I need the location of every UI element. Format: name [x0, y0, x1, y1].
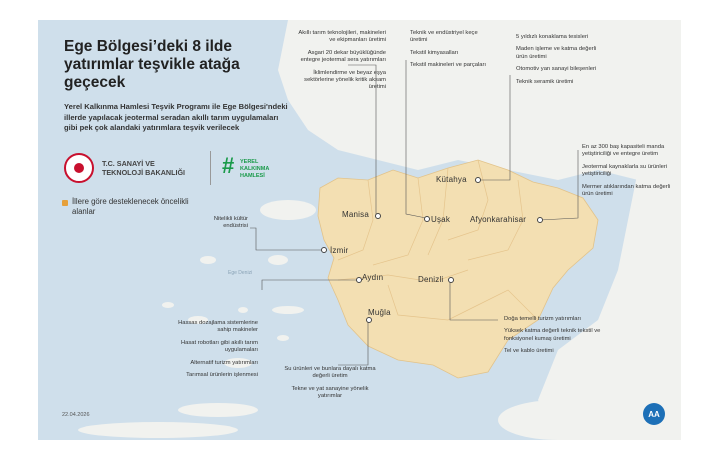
usak-item-2: Tekstil kimyasalları — [410, 49, 459, 56]
ministry-name: T.C. SANAYİ VE TEKNOLOJİ BAKANLIĞI — [102, 159, 186, 177]
city-aydin: Aydın — [362, 273, 384, 282]
aa-logo-text: AA — [648, 410, 660, 419]
infographic-frame — [38, 20, 681, 440]
kutahya-marker — [475, 177, 481, 183]
izmir-annotations — [188, 216, 248, 231]
usak-annotations — [410, 30, 490, 70]
aydin-item-2: Hasat robotları gibi akıllı tarım uygulamaları — [181, 339, 258, 354]
city-izmir: İzmir — [330, 246, 349, 255]
denizli-item-1: Doğa temelli turizm yatırımları — [504, 316, 581, 322]
leader-izmir — [250, 228, 323, 250]
mugla-item-2: Tekne ve yat sanayine yönelik yatırımlar — [291, 385, 369, 400]
afyon-item-3: Mermer atıklarından katma değerli ürün üretimi — [582, 183, 671, 198]
afyon-item-2: Jeotermal kaynaklarla su ürünleri yetiştiriciliği — [582, 163, 668, 178]
manisa-item-3: İklimlendirme ve beyaz eşya sektörlerine yönelik kritik aksam üretimi — [304, 69, 386, 91]
denizli-marker — [448, 277, 454, 283]
izmir-marker — [321, 247, 327, 253]
city-denizli: Denizli — [418, 275, 444, 284]
aydin-item-4: Tarımsal ürünlerin işlenmesi — [186, 372, 258, 379]
leader-denizli — [450, 280, 498, 320]
city-afyon: Afyonkarahisar — [470, 215, 527, 224]
denizli-item-2: Yüksek katma değerli teknik tekstil ve fonksiyonel kumaş üretimi — [504, 328, 601, 342]
manisa-item-1: Akıllı tarım teknolojileri, makineleri ve ekipmanları üretimi — [298, 30, 386, 44]
izmir-item-1: Nitelikli kültür endüstrisi — [213, 216, 248, 230]
usak-item-3: Tekstil makineleri ve parçaları — [410, 62, 487, 69]
aydin-item-1: Hassas dozajlama sistemlerine sahip makineler — [178, 320, 258, 334]
mugla-annotations — [280, 366, 380, 401]
publish-date: 22.04.2026 — [62, 412, 90, 418]
logo-hash: # — [222, 153, 235, 178]
logo-line-3: HAMLESİ — [240, 173, 265, 179]
logo-line-1: YEREL — [240, 159, 259, 165]
afyon-marker — [537, 217, 543, 223]
city-usak: Uşak — [431, 215, 451, 224]
leader-usak — [406, 60, 426, 218]
kutahya-annotations — [516, 34, 606, 86]
kutahya-item-3: Otomotiv yan sanayi bileşenleri — [516, 66, 597, 73]
city-mugla: Muğla — [368, 308, 391, 317]
usak-marker — [424, 216, 430, 222]
manisa-marker — [375, 213, 381, 219]
manisa-item-2: Asgari 20 dekar büyüklüğünde entegre jeotermal sera yatırımları — [300, 49, 386, 64]
afyon-annotations — [582, 144, 678, 198]
kutahya-item-4: Teknik seramik üretimi — [516, 78, 574, 85]
legend-label: İllere göre desteklenecek öncelikli alanlar — [72, 197, 189, 216]
denizli-item-3: Tel ve kablo üretimi — [504, 348, 554, 355]
lead-text: Yerel Kalkınma Hamlesi Teşvik Programı ile Ege Bölgesi'ndeki illerde yapılacak jeotermal seradan akıllı tarım uygulamaları gibi pek çok alandaki yatırımlara teşvik verilecek — [64, 102, 288, 133]
leader-mugla — [338, 320, 368, 365]
aydin-annotations — [172, 320, 258, 379]
leader-kutahya — [478, 75, 510, 180]
page-title: Ege Bölgesi’deki 8 ilde yatırımlar teşvikle atağa geçecek — [64, 38, 240, 91]
kutahya-item-1: 5 yıldızlı konaklama tesisleri — [516, 34, 589, 40]
afyon-item-1: En az 300 baş kapasiteli manda yetiştiriciliği ve entegre üretim — [582, 144, 665, 158]
logo-line-2: KALKINMA — [240, 166, 270, 172]
leader-afyon — [540, 150, 578, 220]
mugla-marker — [366, 317, 372, 323]
leader-aydin — [262, 280, 358, 290]
aydin-item-3: Alternatif turizm yatırımları — [190, 359, 258, 366]
city-manisa: Manisa — [342, 210, 369, 219]
kutahya-item-2: Maden işleme ve katma değerli ürün üretimi — [516, 46, 597, 60]
aa-logo — [642, 402, 666, 426]
denizli-annotations — [504, 316, 614, 356]
sea-label: Ege Denizi — [228, 270, 253, 276]
mugla-item-1: Su ürünleri ve bunlara dayalı katma değerli üretim — [284, 366, 376, 380]
usak-item-1: Teknik ve endüstriyel keçe üretimi — [410, 30, 478, 44]
city-kutahya: Kütahya — [436, 175, 467, 184]
manisa-annotations — [296, 30, 386, 92]
